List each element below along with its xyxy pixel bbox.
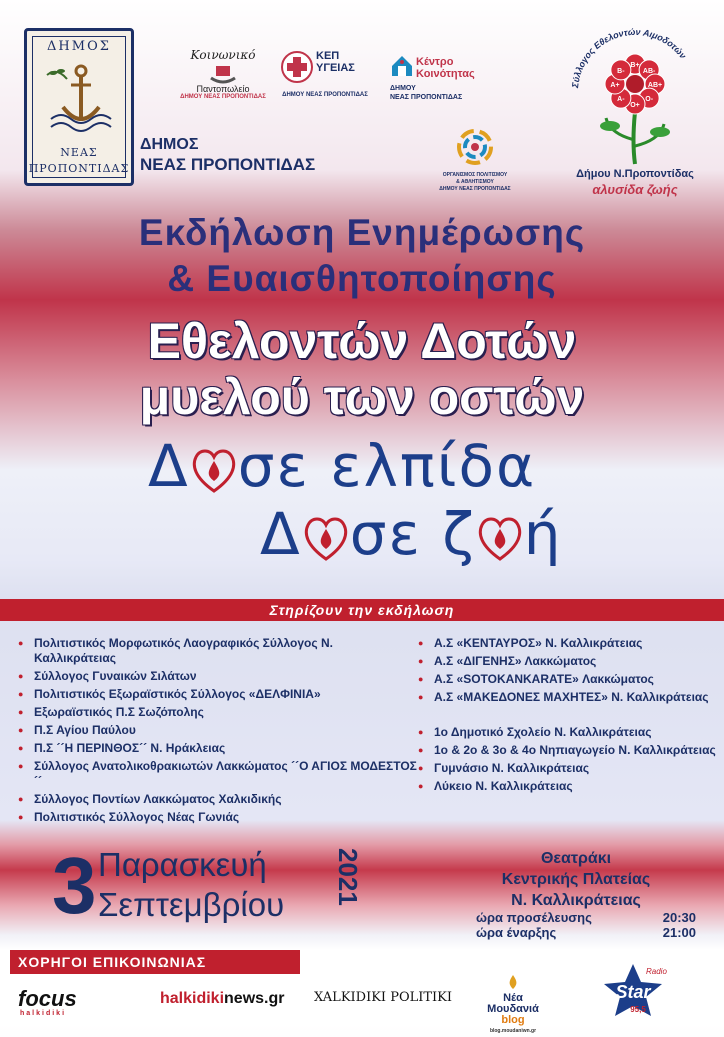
dimos-logo <box>24 28 134 186</box>
swirl-icon <box>456 128 494 166</box>
dimos-logo-top: ΔΗΜΟΣ <box>47 39 111 54</box>
slogan-hope: Δ σε ελπίδα <box>148 432 537 500</box>
dimos-logo-bottom1: ΝΕΑΣ <box>60 146 98 159</box>
star-label: Star <box>615 982 651 1002</box>
list-item: ● Α.Σ «ΔΙΓΕΝΗΣ» Λακκώματος <box>418 654 718 669</box>
media-sponsors-heading: ΧΟΡΗΓΟΙ ΕΠΙΚΟΙΝΩΝΙΑΣ <box>10 950 300 974</box>
blood-type-label: B+ <box>630 62 640 69</box>
flower-icon <box>560 22 710 166</box>
title-line-3: Εθελοντών Δοτών <box>147 313 577 369</box>
kep-health-logo: ΚΕΠ ΥΓΕΙΑΣ ΔΗΜΟΥ ΝΕΑΣ ΠΡΟΠΟΝΤΙΔΑΣ <box>280 50 370 100</box>
event-year: 2021 <box>333 848 363 906</box>
blood-type-label: A+ <box>610 82 620 89</box>
blood-type-label: O- <box>645 96 654 104</box>
culture-sports-org-logo: ΟΡΓΑΝΙΣΜΟΣ ΠΟΛΙΤΙΣΜΟΥ & ΑΘΛΗΤΙΣΜΟΥ ΔΗΜΟΥ ΝΕΑΣ ΠΡΟΠΟΝΤΙΔΑΣ <box>420 128 530 193</box>
supporters-list-left <box>18 636 418 828</box>
community-center-logo: Κέντρο Κοινότητας ΔΗΜΟΥ ΝΕΑΣ ΠΡΟΠΟΝΤΙΔΑΣ <box>390 56 475 101</box>
focus-logo: focus halkidiki <box>18 986 77 1017</box>
blood-type-label: AB+ <box>647 82 663 89</box>
drop-icon <box>506 974 520 990</box>
list-item: ● 1ο & 2ο & 3ο & 4ο Νηπιαγωγείο Ν. Καλλικράτειας <box>418 743 718 758</box>
slogan-life: Δ σε ζ ή <box>260 500 563 568</box>
blood-logo-motto: αλυσίδα ζωής <box>592 182 678 197</box>
event-day-number: 3 <box>52 841 97 930</box>
title-line-1: Εκδήλωση Ενημέρωσης <box>138 212 586 253</box>
list-item: ● Α.Σ «ΚΕΝΤΑΥΡΟΣ» Ν. Καλλικράτειας <box>418 636 718 651</box>
list-item: ● Πολιτιστικός Μορφωτικός Λαογραφικός Σύλλογος Ν. Καλλικράτειας <box>18 636 418 666</box>
blood-logo-caption: Δήμου Ν.Προποντίδας <box>576 168 694 180</box>
heart-drop-icon <box>302 515 350 561</box>
list-item: ● Α.Σ «ΜΑΚΕΔΟΝΕΣ ΜΑΧΗΤΕΣ» Ν. Καλλικράτειας <box>418 690 718 705</box>
event-times: ώρα προσέλευσης 20:30 ώρα έναρξης 21:00 <box>476 910 696 940</box>
blood-type-label: O+ <box>630 102 640 109</box>
hands-icon <box>210 64 236 86</box>
list-item: ● Εξωραϊστικός Π.Σ Σωζόπολης <box>18 705 418 720</box>
list-item: ● Γυμνάσιο Ν. Καλλικράτειας <box>418 761 718 776</box>
house-icon <box>390 54 414 78</box>
list-item: ● Σύλλογος Ποντίων Λακκώματος Χαλκιδικής <box>18 792 418 807</box>
blood-donors-logo <box>560 22 710 202</box>
halkidikinews-logo: halkidikinews.gr <box>160 990 285 1007</box>
list-item: ● Π.Σ ´´Η ΠΕΡΙΝΘΟΣ´´ Ν. Ηράκλειας <box>18 741 418 756</box>
list-item: ● Πολιτιστικός Εξωραϊστικός Σύλλογος «ΔΕΛΦΙΝΙΑ» <box>18 687 418 702</box>
title-line-4: μυελού των οστών <box>139 369 585 425</box>
blood-logo-arc-text: Σύλλογος Εθελοντών Αιμοδοτών <box>570 26 689 89</box>
event-venue: Θεατράκι Κεντρικής Πλατείας Ν. Καλλικράτειας <box>501 850 651 909</box>
anchor-icon <box>41 61 117 143</box>
list-item: ● Α.Σ «SOTOKANKARATE» Λακκώματος <box>418 672 718 687</box>
health-cross-icon <box>280 50 314 84</box>
radio-label: Radio <box>646 967 667 976</box>
supporters-heading: Στηρίζουν την εκδήλωση <box>0 599 724 621</box>
list-item: ● Πολιτιστικός Σύλλογος Νέας Γωνιάς <box>18 810 418 825</box>
xalkidiki-politiki-logo: XALKIDIKI POLITIKI <box>314 990 453 1005</box>
blood-type-label: AB- <box>642 67 656 75</box>
heart-drop-icon <box>476 515 524 561</box>
event-day-name: Παρασκευή <box>98 846 267 883</box>
list-item: ● Π.Σ Αγίου Παύλου <box>18 723 418 738</box>
supporters-list-right <box>418 636 718 797</box>
list-item: ● Λύκειο Ν. Καλλικράτειας <box>418 779 718 794</box>
dimos-logo-bottom2: ΠΡΟΠΟΝΤΙΔΑΣ <box>28 162 130 175</box>
event-month: Σεπτεμβρίου <box>98 886 285 923</box>
radio-star-logo <box>598 962 668 1018</box>
list-item: ● 1ο Δημοτικό Σχολείο Ν. Καλλικράτειας <box>418 725 718 740</box>
title-line-2: & Ευαισθητοποίησης <box>167 258 557 299</box>
list-item: ● Σύλλογος Γυναικών Σιλάτων <box>18 669 418 684</box>
heart-drop-icon <box>190 447 238 493</box>
list-item: ● Σύλλογος Ανατολικοθρακιωτών Λακκώματος ´´Ο ΑΓΙΟΣ ΜΟΔΕΣΤΟΣ´´ <box>18 759 418 789</box>
social-grocery-logo: Κοινωνικό Παντοπωλείο ΔΗΜΟΥ ΝΕΑΣ ΠΡΟΠΟΝΤΙΔΑΣ <box>180 48 266 100</box>
blood-type-label: B- <box>617 67 625 75</box>
frequency-label: 95,5 <box>630 1005 646 1014</box>
blood-type-label: A- <box>617 96 625 104</box>
municipality-name: ΔΗΜΟΣ ΝΕΑΣ ΠΡΟΠΟΝΤΙΔΑΣ <box>140 136 316 174</box>
nea-moudania-logo: Νέα Μουδανιά blog blog.moudaniwn.gr <box>478 974 548 1037</box>
